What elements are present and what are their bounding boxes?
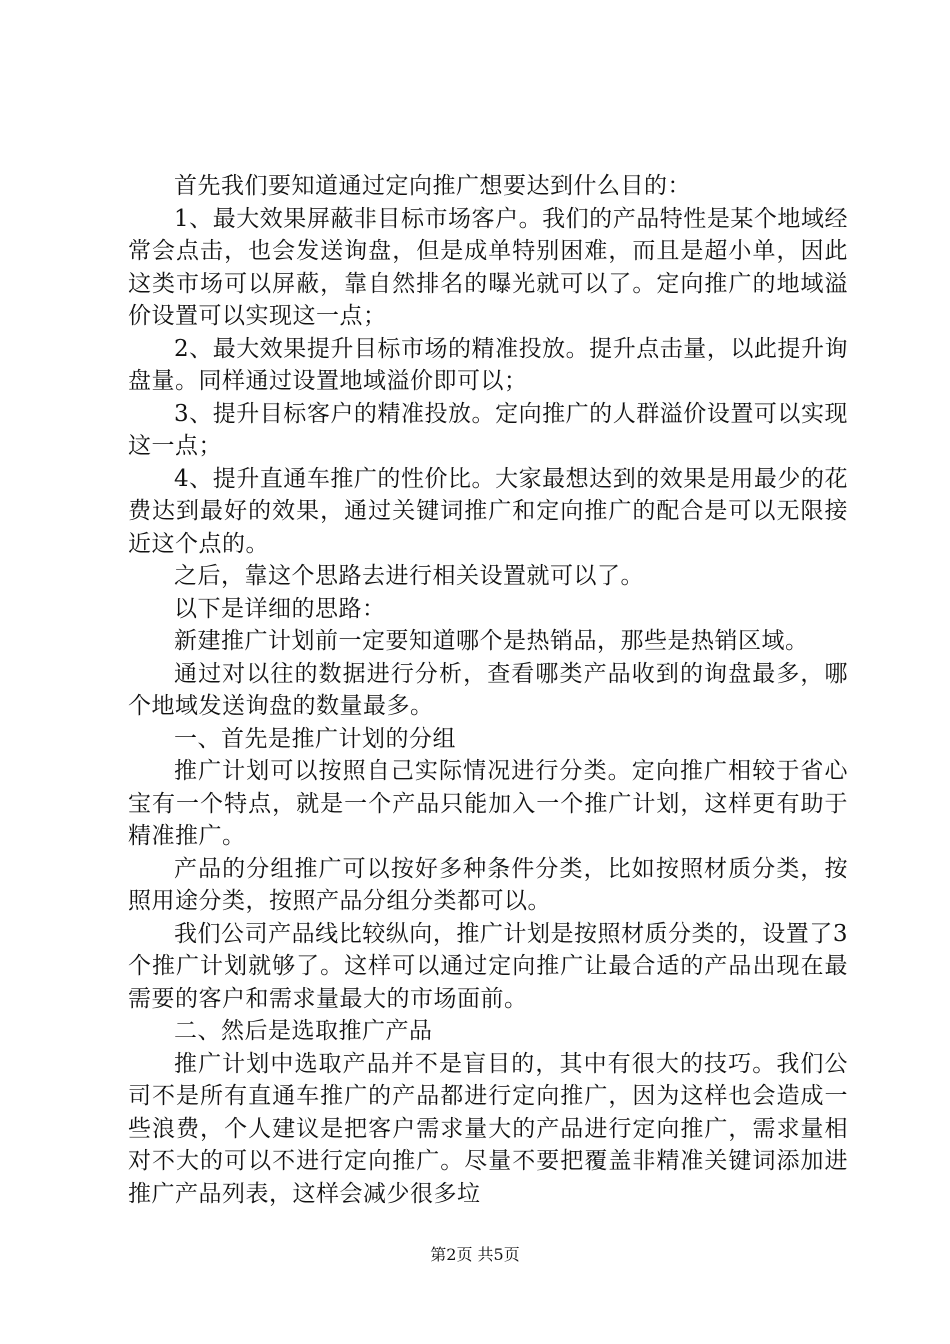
section-heading: 二、然后是选取推广产品 xyxy=(174,1018,433,1044)
paragraph: 3、提升目标客户的精准投放。定向推广的人群溢价设置可以实现这一点； xyxy=(128,400,848,459)
paragraph: 新建推广计划前一定要知道哪个是热销品，那些是热销区域。 xyxy=(174,628,809,654)
document-body xyxy=(128,170,848,1210)
page-number-footer: 第2页 共5页 xyxy=(430,1245,520,1264)
paragraph: 4、提升直通车推广的性价比。大家最想达到的效果是用最少的花费达到最好的效果，通过关键词推广和定向推广的配合是可以无限接近这个点的。 xyxy=(128,465,848,557)
paragraph: 我们公司产品线比较纵向，推广计划是按照材质分类的，设置了3个推广计划就够了。这样可以通过定向推广让最合适的产品出现在最需要的客户和需求量最大的市场面前。 xyxy=(128,920,848,1012)
section-heading: 一、首先是推广计划的分组 xyxy=(174,725,456,752)
paragraph: 以下是详细的思路： xyxy=(174,595,386,622)
paragraph: 推广计划中选取产品并不是盲目的，其中有很大的技巧。我们公司不是所有直通车推广的产品都进行定向推广，因为这样也会造成一些浪费，个人建议是把客户需求量大的产品进行定向推广，需求量相对不大的可以不进行定向推广。尽量不要把覆盖非精准关键词添加进推广产品列表，这样会减少很多垃 xyxy=(128,1050,848,1207)
paragraph: 1、最大效果屏蔽非目标市场客户。我们的产品特性是某个地域经常会点击，也会发送询盘，但是成单特别困难，而且是超小单，因此这类市场可以屏蔽，靠自然排名的曝光就可以了。定向推广的地域溢价设置可以实现这一点； xyxy=(128,205,848,329)
paragraph: 2、最大效果提升目标市场的精准投放。提升点击量，以此提升询盘量。同样通过设置地域溢价即可以； xyxy=(128,335,848,394)
paragraph: 通过对以往的数据进行分析，查看哪类产品收到的询盘最多，哪个地域发送询盘的数量最多。 xyxy=(128,660,848,719)
paragraph: 推广计划可以按照自己实际情况进行分类。定向推广相较于省心宝有一个特点，就是一个产品只能加入一个推广计划，这样更有助于精准推广。 xyxy=(128,758,848,849)
paragraph: 首先我们要知道通过定向推广想要达到什么目的： xyxy=(174,173,691,199)
paragraph: 产品的分组推广可以按好多种条件分类，比如按照材质分类，按照用途分类，按照产品分组分类都可以。 xyxy=(128,855,848,914)
paragraph: 之后，靠这个思路去进行相关设置就可以了。 xyxy=(174,563,644,589)
